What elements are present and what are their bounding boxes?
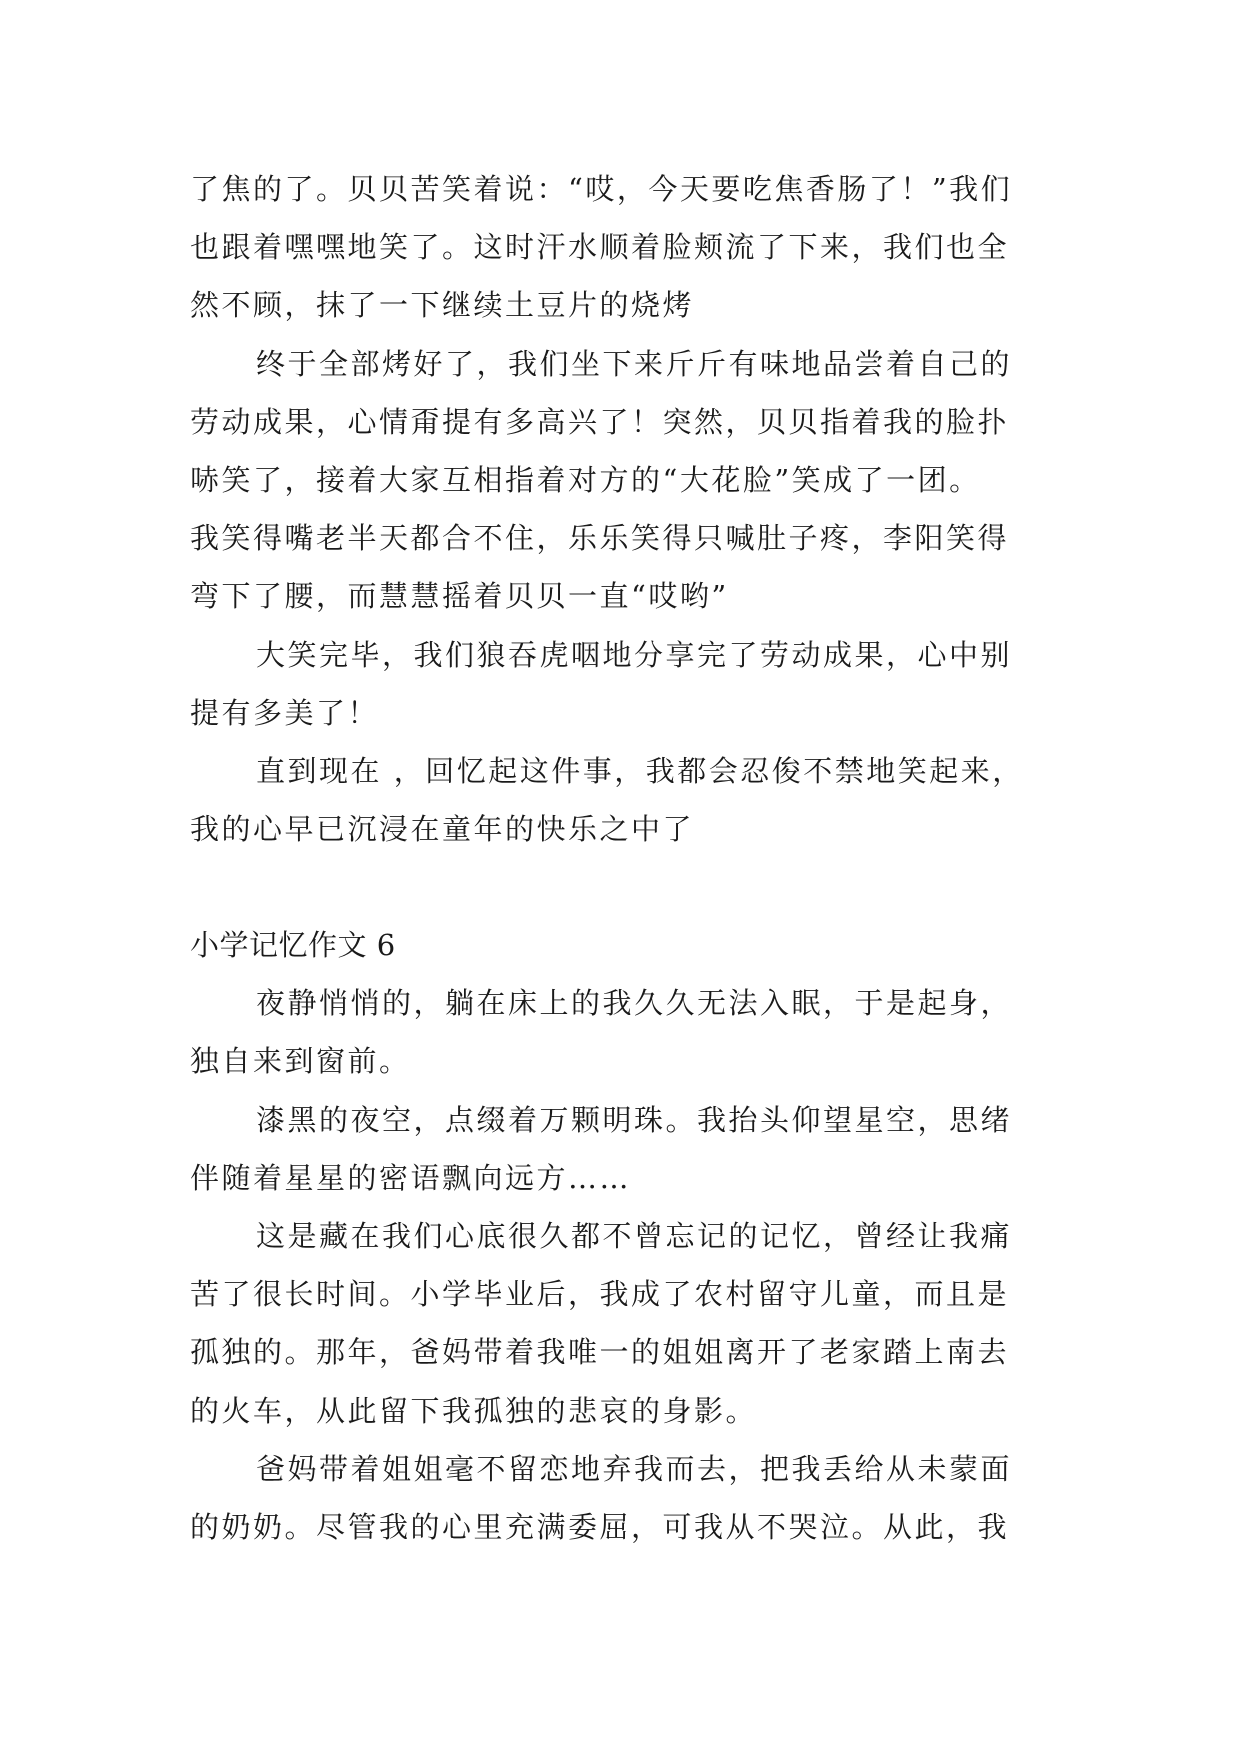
section-heading: 小学记忆作文 6 [190, 928, 396, 963]
text-line: 孤独的。那年，爸妈带着我唯一的姐姐离开了老家踏上南去 [190, 1335, 1010, 1370]
text-line: 的火车，从此留下我孤独的悲哀的身影。 [190, 1393, 758, 1428]
text-line: 然不顾，抹了一下继续土豆片的烧烤 [190, 288, 695, 323]
paragraph [190, 1440, 1050, 1556]
text-line: 我笑得嘴老半天都合不住，乐乐笑得只喊肚子疼，李阳笑得 [190, 521, 1010, 556]
text-line: 我的心早已沉浸在童年的快乐之中了 [190, 812, 695, 847]
paragraph [190, 160, 1050, 335]
document-body [190, 160, 1050, 1556]
text-line: 漆黑的夜空，点缀着万颗明珠。我抬头仰望星空，思绪 [256, 1102, 1013, 1137]
section-gap [190, 858, 1050, 916]
paragraph [190, 335, 1050, 626]
text-line: 独自来到窗前。 [190, 1044, 411, 1079]
paragraph [190, 626, 1050, 742]
text-line: 直到现在 ，回忆起这件事，我都会忍俊不禁地笑起来， [256, 753, 1024, 788]
text-line: 这是藏在我们心底很久都不曾忘记的记忆，曾经让我痛 [256, 1219, 1013, 1253]
text-line: 大笑完毕，我们狼吞虎咽地分享完了劳动成果，心中别 [256, 637, 1013, 672]
text-line: 哧笑了，接着大家互相指着对方的“大花脸”笑成了一团。 [190, 462, 981, 497]
paragraph [190, 1091, 1050, 1207]
text-line: 也跟着嘿嘿地笑了。这时汗水顺着脸颊流了下来，我们也全 [190, 230, 1010, 265]
text-line: 夜静悄悄的，躺在床上的我久久无法入眠，于是起身， [256, 986, 1013, 1021]
text-line: 爸妈带着姐姐毫不留恋地弃我而去，把我丢给从未蒙面 [256, 1451, 1013, 1486]
paragraph [190, 1207, 1050, 1440]
text-line: 终于全部烤好了，我们坐下来斤斤有味地品尝着自己的 [256, 346, 1013, 381]
text-line: 了焦的了。贝贝苦笑着说：“哎，今天要吃焦香肠了！”我们 [190, 172, 1013, 206]
text-line: 劳动成果，心情甭提有多高兴了！突然，贝贝指着我的脸扑 [190, 404, 1010, 439]
text-line: 的奶奶。尽管我的心里充满委屈，可我从不哭泣。从此，我 [190, 1509, 1010, 1544]
paragraph [190, 742, 1050, 858]
paragraph [190, 974, 1050, 1090]
text-line: 弯下了腰，而慧慧摇着贝贝一直“哎哟” [190, 579, 729, 614]
text-line: 苦了很长时间。小学毕业后，我成了农村留守儿童，而且是 [190, 1277, 1010, 1312]
text-line: 提有多美了！ [190, 695, 380, 730]
text-line: 伴随着星星的密语飘向远方…… [190, 1160, 632, 1195]
